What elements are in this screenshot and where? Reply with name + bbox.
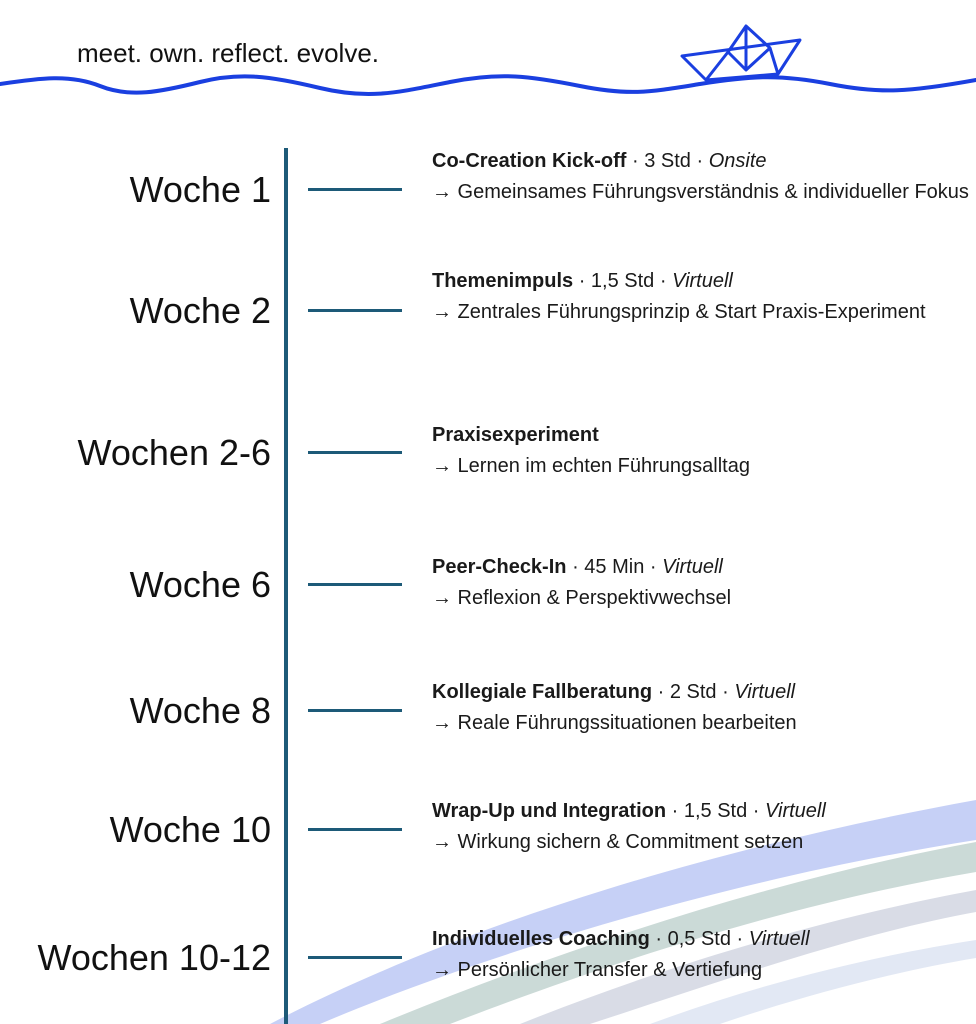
event-description: → Reflexion & Perspektivwechsel	[432, 587, 732, 609]
week-label: Woche 6	[129, 564, 271, 605]
event-meta: · 1,5 Std · Virtuell	[578, 270, 733, 292]
event-title: Kollegiale Fallberatung	[432, 681, 653, 703]
event-meta: · 0,5 Std · Virtuell	[655, 928, 810, 950]
event-mode: Virtuell	[662, 556, 723, 578]
timeline-connector	[308, 309, 402, 312]
event-meta: · 3 Std · Onsite	[632, 150, 767, 172]
event-meta: · 1,5 Std · Virtuell	[671, 800, 826, 822]
event-description: → Wirkung sichern & Commitment setzen	[432, 831, 804, 853]
wave-line	[0, 76, 976, 94]
event-meta: · 2 Std · Virtuell	[657, 681, 796, 703]
week-label: Wochen 10-12	[37, 937, 271, 978]
event-duration: 0,5 Std	[667, 928, 731, 950]
timeline-connector	[308, 828, 402, 831]
event-description: → Gemeinsames Führungsverständnis & individueller Fokus	[432, 181, 969, 203]
event-duration: 3 Std	[644, 150, 691, 172]
event-title: Praxisexperiment	[432, 424, 599, 446]
event-title: Individuelles Coaching	[432, 928, 650, 950]
week-label: Woche 8	[129, 690, 271, 731]
event-description: → Persönlicher Transfer & Vertiefung	[432, 959, 763, 981]
timeline-connector	[308, 956, 402, 959]
week-label: Woche 2	[129, 290, 271, 331]
timeline-event	[432, 552, 972, 614]
event-description: → Reale Führungssituationen bearbeiten	[432, 712, 797, 734]
event-duration: 1,5 Std	[590, 270, 655, 292]
event-description: → Lernen im echten Führungsalltag	[432, 455, 750, 477]
week-label: Woche 1	[129, 169, 271, 210]
timeline-event	[432, 420, 972, 482]
timeline-connector	[308, 583, 402, 586]
event-mode: Onsite	[708, 150, 767, 172]
event-title: Themenimpuls	[432, 270, 574, 292]
event-title: Wrap-Up und Integration	[432, 800, 667, 822]
event-description: → Zentrales Führungsprinzip & Start Praxis-Experiment	[432, 301, 926, 323]
week-label: Woche 10	[109, 809, 271, 850]
event-mode: Virtuell	[672, 270, 733, 292]
paper-boat-icon	[682, 26, 800, 80]
timeline-axis	[284, 148, 288, 1024]
event-title: Peer-Check-In	[432, 556, 567, 578]
tagline: meet. own. reflect. evolve.	[77, 38, 380, 68]
timeline-event	[432, 677, 972, 739]
event-mode: Virtuell	[765, 800, 826, 822]
event-meta: · 45 Min · Virtuell	[572, 556, 723, 578]
timeline-connector	[308, 188, 402, 191]
timeline-event	[432, 924, 972, 986]
timeline-event	[432, 266, 972, 328]
event-duration: 45 Min	[584, 556, 645, 578]
timeline-connector	[308, 709, 402, 712]
timeline-event	[432, 796, 972, 858]
week-label: Wochen 2-6	[77, 432, 271, 473]
event-duration: 2 Std	[669, 681, 717, 703]
event-mode: Virtuell	[748, 928, 810, 950]
event-mode: Virtuell	[734, 681, 796, 703]
event-duration: 1,5 Std	[683, 800, 748, 822]
event-title: Co-Creation Kick-off	[432, 150, 627, 172]
timeline-connector	[308, 451, 402, 454]
timeline-event	[432, 146, 972, 208]
